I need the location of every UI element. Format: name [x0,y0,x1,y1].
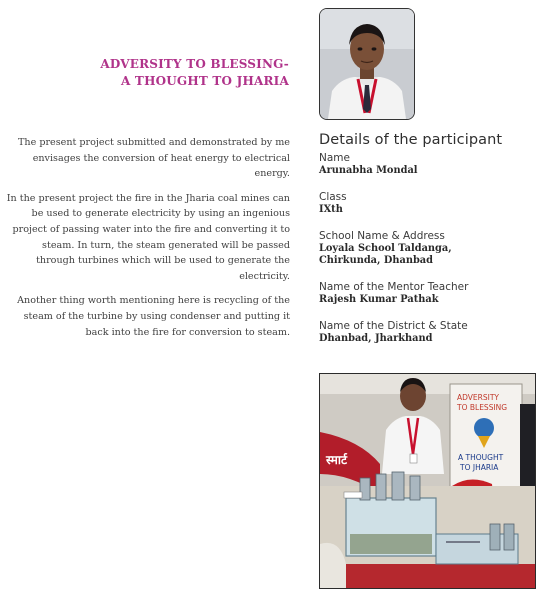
school-field [319,230,544,267]
name-value: Arunabha Mondal [319,165,418,176]
mentor-label: Name of the Mentor Teacher [319,281,469,293]
project-title-line1: ADVERSITY TO BLESSING- [100,57,289,71]
poster-text-1: ADVERSITY [457,393,499,402]
participant-portrait [319,8,415,120]
name-label: Name [319,152,350,164]
district-value: Dhanbad, Jharkhand [319,333,433,344]
participant-details [319,152,544,359]
description-paragraph: The present project submitted and demonstrated by me envisages the conversion of heat energy to electrical energy. [18,137,290,180]
project-exhibit-photo [319,373,536,589]
exhibit-image [320,374,535,588]
project-title-line2: A THOUGHT TO JHARIA [121,74,289,88]
project-description [6,135,290,349]
description-paragraph: Another thing worth mentioning here is recycling of the steam of the turbine by using condenser and putting it back into the fire for conversion to steam. [17,295,290,338]
description-paragraph: In the present project the fire in the Jharia coal mines can be used to generate electricity by using an ingenious project of passing water into the fire and converting it to steam. In turn, the steam generated will be passed through turbines which will be used to generate the electricity. [6,192,290,282]
school-value-line2: Chirkunda, Dhanbad [319,255,433,266]
school-label: School Name & Address [319,230,445,242]
poster-text-3: A THOUGHT [458,453,504,462]
class-field [319,191,544,216]
school-value-line1: Loyala School Taldanga, [319,243,452,254]
svg-text:स्मार्ट: स्मार्ट [326,453,348,467]
name-field [319,152,544,177]
mentor-value: Rajesh Kumar Pathak [319,294,439,305]
class-label: Class [319,191,347,203]
district-label: Name of the District & State [319,320,468,332]
project-title [29,56,289,90]
class-value: IXth [319,204,343,215]
participant-details-heading: Details of the participant [319,132,503,148]
poster-text-2: TO BLESSING [457,403,508,412]
district-field [319,320,544,345]
portrait-image [320,9,414,119]
mentor-field [319,281,544,306]
poster-text-4: TO JHARIA [460,463,499,472]
